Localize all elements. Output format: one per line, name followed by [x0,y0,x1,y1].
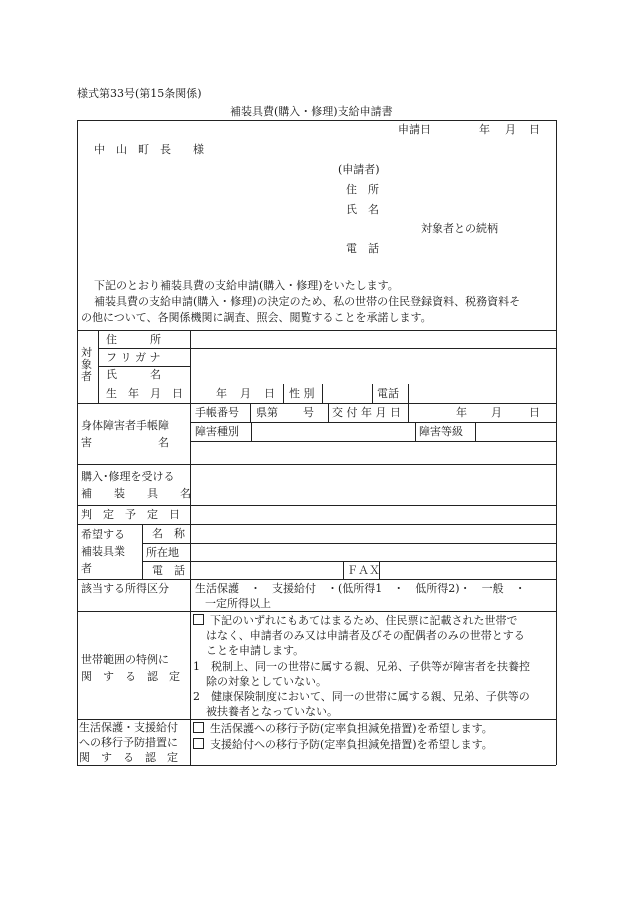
transition-option1 [193,722,493,735]
statement-consent-line1: 補装具費の支給申請(購入・修理)の決定のため、私の世帯の住民登録資料、税務資料そ [94,295,521,308]
subject-address-label: 住 所 [106,333,161,346]
income-label: 該当する所得区分 [81,582,169,595]
household-label-line1: 世帯範囲の特例に [81,653,169,666]
subject-furigana-label: フ リ ガ ナ [106,351,161,364]
income-options-line2: 一定所得以上 [205,597,271,610]
household-checkbox[interactable] [193,614,204,625]
statement-consent-line2: の他について、各関係機関に調査、照会、閲覧することを承諾します。 [81,311,432,324]
handbook-grade-label: 障害等級 [419,425,463,438]
vendor-group-line2: 補装具業 [81,545,125,558]
vendor-fax-label: ＦＡＸ [347,564,380,577]
transition-option2-text: 支援給付への移行予防(定率負担減免措置)を希望します。 [210,738,493,751]
handbook-label-line1: 身体障害者手帳障 [81,419,169,432]
subject-group-label: 対象者 [81,346,92,383]
transition-option1-text: 生活保護への移行予防(定率負担減免措置)を希望します。 [210,722,493,735]
handbook-pref-label: 県第 [256,406,278,419]
vendor-group-line3: 者 [81,562,92,575]
device-label-line2: 補 装 具 名 [81,487,191,500]
form-title: 補装具費(購入・修理)支給申請書 [230,105,393,118]
vendor-name-label: 名 称 [152,527,185,540]
form-number: 様式第33号(第15条関係) [77,87,202,100]
handbook-label-line2: 害 名 [81,436,169,449]
transition-label-line3: 関 す る 認 定 [79,751,178,764]
date-year: 年 [479,123,490,136]
transition-label-line1: 生活保護・支援給付 [79,721,178,734]
household-item1-line2: 除の対象としていない。 [206,675,327,688]
birth-day: 日 [264,387,275,400]
household-item1-line1: 1 税制上、同一の世帯に属する親、兄弟、子供等が障害者を扶養控 [193,660,530,673]
household-text-line3: ことを申請します。 [206,644,305,657]
subject-name-label: 氏 名 [106,368,161,381]
household-label-line2: 関 す る 認 定 [81,670,180,683]
issue-year: 年 [456,406,467,419]
income-options-line1: 生活保護 ・ 支援給付 ・(低所得1 ・ 低所得2)・ 一般 ・ [195,582,526,595]
statement-application: 下記のとおり補装具費の支給申請(購入・修理)をいたします。 [94,279,399,292]
addressee: 中 山 町 長 様 [94,143,204,156]
birth-year: 年 [216,387,227,400]
household-item2-line1: 2 健康保険制度において、同一の世帯に属する親、兄弟、子供等の [193,690,530,703]
application-date-label: 申請日 [398,123,431,136]
transition-label-line2: への移行予防措置に [79,736,178,749]
handbook-type-label: 障害種別 [195,425,239,438]
household-text-line2: はなく、申請者のみ又は申請者及びその配偶者のみの世帯とする [206,629,525,642]
birth-month: 月 [240,387,251,400]
handbook-issue-date-label: 交 付 年 月 日 [332,406,401,419]
date-day: 日 [529,123,540,136]
judgment-date-label: 判 定 予 定 日 [81,508,180,521]
handbook-no-label: 号 [303,406,314,419]
household-line1-row [193,614,518,629]
issue-day: 日 [529,406,540,419]
device-label-line1: 購入･修理を受ける [81,470,175,483]
applicant-name-label: 氏 名 [346,203,379,216]
handbook-number-label: 手帳番号 [195,406,239,419]
transition-option2 [193,738,493,751]
vendor-group-line1: 希望する [81,528,125,541]
transition-checkbox-2[interactable] [193,738,204,749]
applicant-address-label: 住 所 [346,183,379,196]
subject-phone-label: 電話 [377,387,399,400]
household-item2-line2: 被扶養者となっていない。 [206,705,338,718]
subject-sex-label: 性 別 [289,387,315,400]
applicant-phone-label: 電 話 [346,242,379,255]
household-text-line1: 下記のいずれにもあてはまるため、住民票に記載された世帯で [210,614,518,627]
subject-birth-label: 生 年 月 日 [106,387,183,400]
vendor-phone-label: 電 話 [152,564,185,577]
issue-month: 月 [491,406,502,419]
date-month: 月 [505,123,516,136]
vendor-location-label: 所在地 [146,546,179,559]
applicant-label: (申請者) [338,163,380,176]
transition-checkbox-1[interactable] [193,722,204,733]
relation-label: 対象者との続柄 [421,222,498,235]
